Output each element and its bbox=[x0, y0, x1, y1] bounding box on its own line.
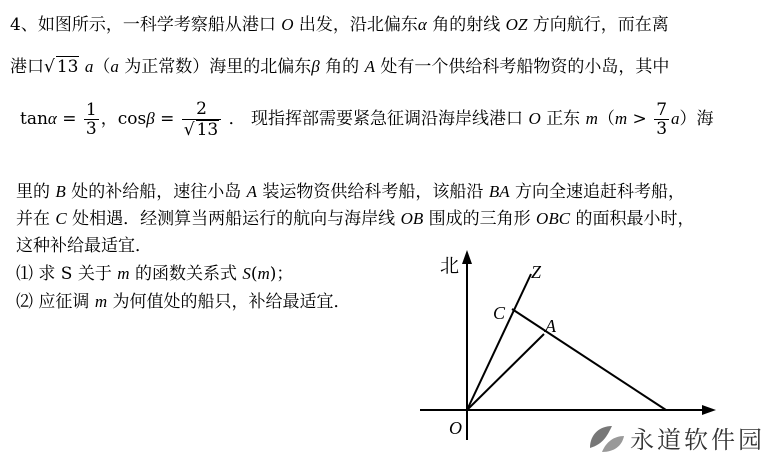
east-arrow-icon bbox=[702, 405, 716, 415]
point-Z-label: Z bbox=[531, 262, 542, 282]
ray-OZ bbox=[467, 274, 531, 410]
problem-line-6: 这种补给最适宜． bbox=[16, 236, 152, 256]
problem-line-4: 里的 B 处的补给船，速往小岛 A 装运物资供给科考船，该船沿 BA 方向全速追赶科考船， bbox=[16, 182, 685, 202]
leaf-right bbox=[602, 436, 624, 452]
fraction-two-over-sqrt13: $\frac{2}{√ 13}$ bbox=[182, 100, 221, 139]
point-A-label: A bbox=[545, 316, 556, 336]
point-C-label: C bbox=[493, 303, 506, 323]
watermark-text: 永道软件园 bbox=[630, 426, 765, 454]
north-arrow-icon bbox=[462, 250, 472, 264]
origin-O-label: O bbox=[449, 418, 462, 438]
problem-line-5: 并在 C 处相遇．经测算当两船运行的航向与海岸线 OB 围成的三角形 OBC 的面积最小时， bbox=[16, 209, 695, 229]
question-1: ⑴ 求 S 关于 m 的函数关系式 S(m)； bbox=[16, 264, 294, 284]
problem-number: 4、 bbox=[10, 15, 38, 35]
question-2: ⑵ 应征调 m 为何值处的船只，补给最适宜． bbox=[16, 292, 351, 312]
north-label: 北 bbox=[440, 255, 460, 277]
watermark-logo bbox=[588, 420, 765, 455]
line-BC bbox=[512, 309, 666, 410]
problem-line-3: tanα = $\frac{1}{3}$ ，cosβ = $\frac{2}{√ 13}$ ． 现指挥部需要紧急征调沿海岸线港口 O 正东 m（m > $\frac{7}{3}$ a）海 bbox=[20, 99, 714, 140]
sqrt-radical: √ bbox=[44, 57, 55, 77]
segment-OA bbox=[467, 334, 544, 410]
fraction-seven-thirds: $\frac{7}{3}$ bbox=[656, 99, 668, 140]
problem-line-2: 港口√ 13 a（a 为正常数）海里的北偏东β 角的 A 处有一个供给科考船物资的小岛，其中 bbox=[10, 57, 670, 77]
fraction-one-third: $\frac{1}{3}$ bbox=[85, 99, 97, 140]
problem-line-1: 4、如图所示，一科学考察船从港口 O 出发，沿北偏东α 角的射线 OZ 方向航行，而在离 bbox=[10, 15, 669, 35]
leaf-icon bbox=[588, 422, 626, 454]
